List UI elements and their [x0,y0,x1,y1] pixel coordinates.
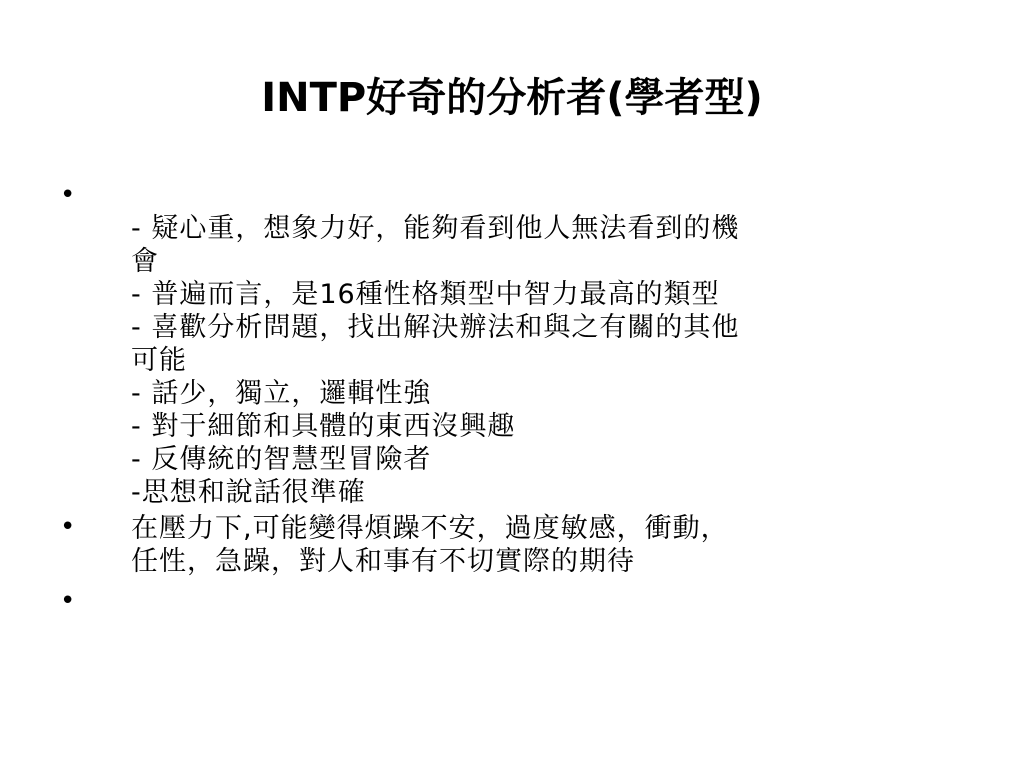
bullet-1-line: - 喜歡分析問題，找出解決辦法和與之有關的其他 [131,312,740,343]
bullet-1-line: - 話少，獨立，邏輯性強 [131,378,432,409]
bullet-1-line: -思想和說話很準確 [131,477,366,508]
bullet-1-line: - 普遍而言，是16種性格類型中智力最高的類型 [131,279,720,310]
bullet-marker: • [60,512,76,542]
bullet-marker: • [60,180,76,210]
bullet-1-line: - 對于細節和具體的東西沒興趣 [131,411,516,442]
bullet-2-line: 在壓力下,可能變得煩躁不安，過度敏感，衝動， [131,513,729,544]
slide-title: INTP好奇的分析者(學者型) [261,75,763,121]
bullet-marker: • [60,586,76,616]
bullet-1-line: - 反傳統的智慧型冒險者 [131,444,432,475]
bullet-2-text [131,512,966,578]
bullet-1-text [131,212,966,509]
bullet-1-line: - 疑心重，想象力好，能夠看到他人無法看到的機 [131,213,740,244]
bullet-1-line: 可能 [131,345,187,376]
bullet-1-line: 會 [131,246,159,277]
bullet-2-line: 任性，急躁，對人和事有不切實際的期待 [131,546,635,577]
